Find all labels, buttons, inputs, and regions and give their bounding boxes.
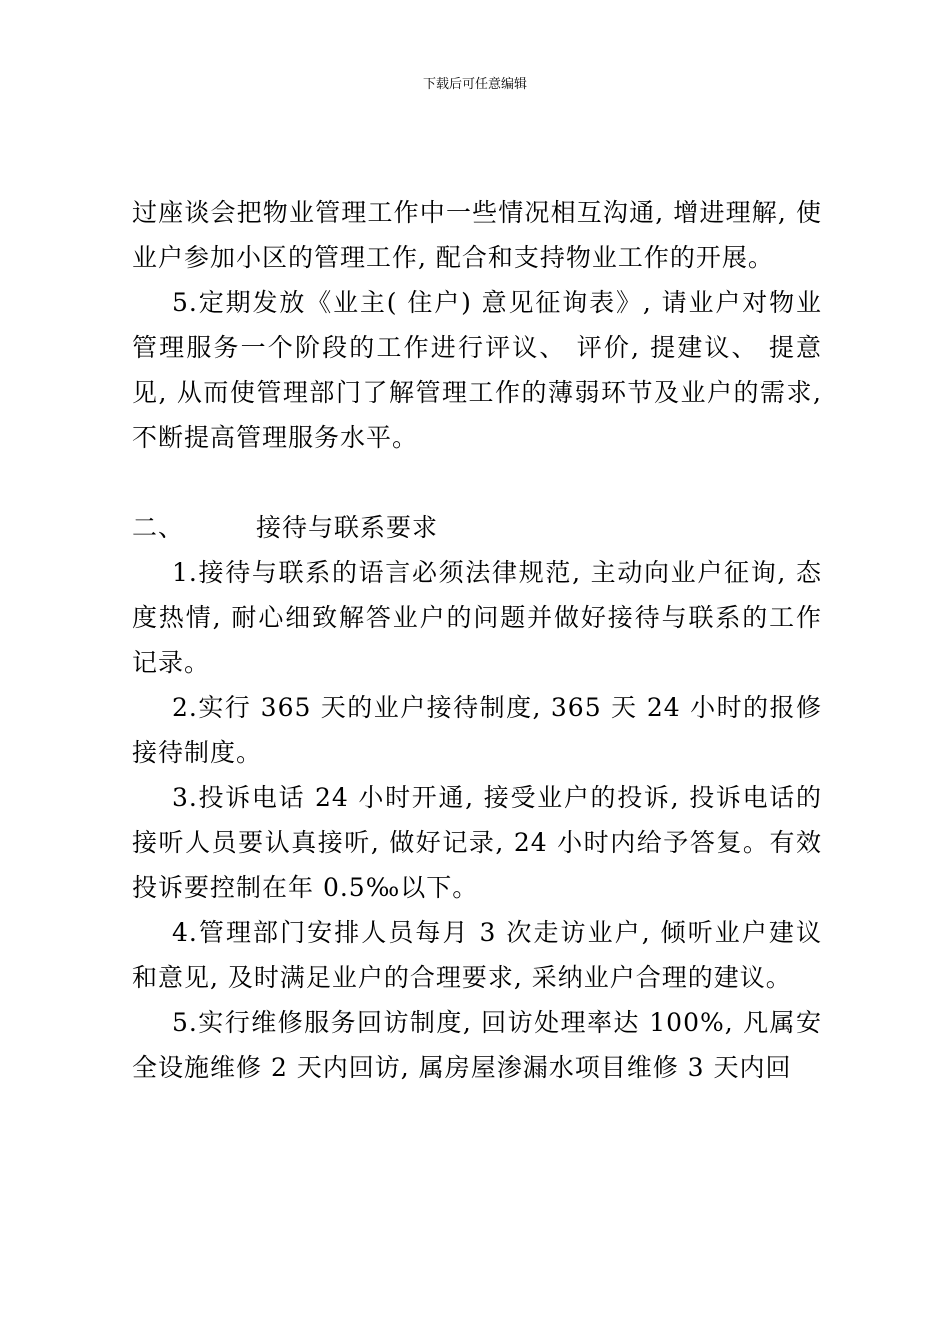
list-item: 3.投诉电话 24 小时开通, 接受业户的投诉, 投诉电话的接听人员要认真接听, 做好记录, 24 小时内给予答复。有效投诉要控制在年 0.5‰以下。 — [132, 783, 822, 902]
section-title: 接待与联系要求 — [256, 513, 439, 542]
paragraph-continuation: 过座谈会把物业管理工作中一些情况相互沟通, 增进理解, 使业户参加小区的管理工作, 配合和支持物业工作的开展。 — [132, 198, 822, 272]
list-item: 5.实行维修服务回访制度, 回访处理率达 100%, 凡属安全设施维修 2 天内回访, 属房屋渗漏水项目维修 3 天内回 — [132, 1008, 822, 1082]
section-number: 二、 — [132, 513, 185, 542]
list-item: 2.实行 365 天的业户接待制度, 365 天 24 小时的报修接待制度。 — [132, 693, 822, 767]
paragraph-item-5: 5.定期发放《业主( 住户) 意见征询表》, 请业户对物业管理服务一个阶段的工作进行评议、 评价, 提建议、 提意见, 从而使管理部门了解管理工作的薄弱环节及业户的需求, 不断提高管理服务水平。 — [132, 288, 822, 452]
list-item: 4.管理部门安排人员每月 3 次走访业户, 倾听业户建议和意见, 及时满足业户的合理要求, 采纳业户合理的建议。 — [132, 918, 822, 992]
list-item: 1.接待与联系的语言必须法律规范, 主动向业户征询, 态度热情, 耐心细致解答业户的问题并做好接待与联系的工作记录。 — [132, 558, 822, 677]
section-heading — [132, 505, 822, 550]
document-body — [132, 190, 822, 1090]
page-header: 下载后可任意编辑 — [422, 77, 527, 92]
